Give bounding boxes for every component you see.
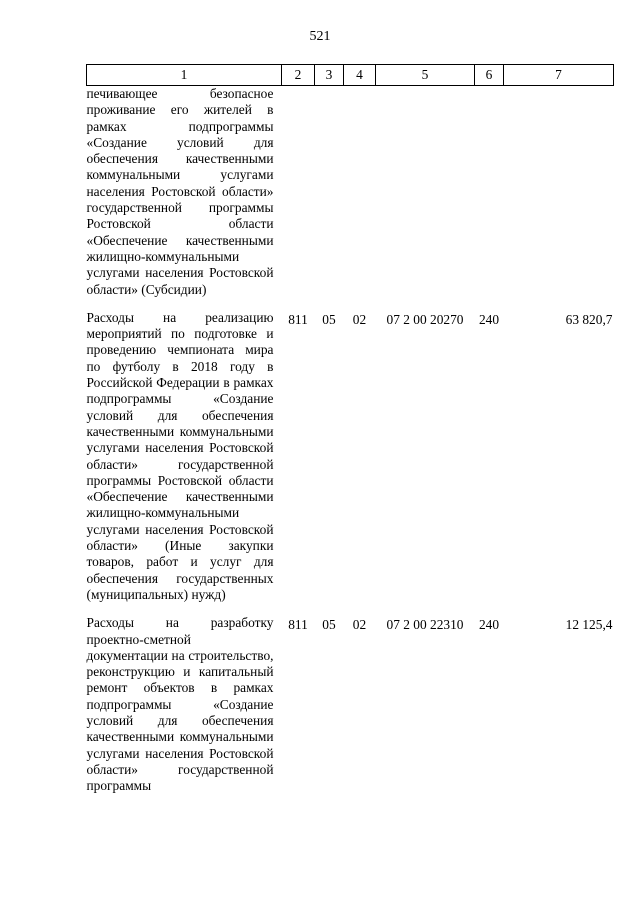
row-spacer: [87, 298, 614, 310]
table-row: [87, 310, 614, 603]
table-header-row: [87, 65, 614, 86]
header-col-5: 5: [376, 65, 475, 86]
row-description: печивающее безопасное проживание его жителей в рамках подпрограммы «Создание условий для обеспечения качественными коммунальными услугами населения Ростовской области» государственной программы Ростовской области «Обеспечение качественными жилищно-коммунальными услугами населения Ростовской области» (Субсидии): [86, 86, 274, 297]
row-description: Расходы на разработку проектно-сметной документации на строительство, реконструкцию и капитальный ремонт объектов в рамках подпрограммы «Создание условий для обеспечения качественными коммунальными услугами населения Ростовской области» государственной программы: [86, 615, 274, 794]
row-col-6: [475, 86, 504, 298]
header-col-1: 1: [87, 65, 282, 86]
row-col-2: [282, 86, 315, 298]
table-row: [87, 615, 614, 794]
table-row: [87, 86, 614, 298]
row-col-2: 811: [288, 617, 308, 633]
row-col-3: 05: [322, 311, 336, 327]
row-col-5: [376, 86, 475, 298]
row-col-3: [315, 86, 344, 298]
header-col-6: 6: [475, 65, 504, 86]
header-col-4: 4: [344, 65, 376, 86]
row-col-2: 811: [288, 311, 308, 327]
budget-table: [86, 64, 614, 794]
row-col-7: 63 820,7: [565, 311, 613, 327]
row-col-5: 07 2 00 22310: [386, 617, 464, 633]
row-col-6: 240: [478, 617, 500, 633]
row-col-7: [504, 86, 614, 298]
row-col-4: 02: [352, 617, 367, 633]
row-col-6: 240: [478, 311, 500, 327]
page-number: 521: [309, 29, 331, 44]
header-col-2: 2: [282, 65, 315, 86]
header-col-3: 3: [315, 65, 344, 86]
row-col-5: 07 2 00 20270: [386, 311, 464, 327]
row-col-3: 05: [322, 617, 336, 633]
row-spacer: [87, 603, 614, 615]
header-col-7: 7: [504, 65, 614, 86]
row-col-4: [344, 86, 376, 298]
row-col-7: 12 125,4: [565, 617, 613, 633]
row-col-4: 02: [352, 311, 367, 327]
row-description: Расходы на реализацию мероприятий по подготовке и проведению чемпионата мира по футболу в 2018 году в Российской Федерации в рамках подпрограммы «Создание условий для обеспечения качественными коммунальными услугами населения Ростовской области» государственной программы Ростовской области «Обеспечение качественными жилищно-коммунальными услугами населения Ростовской области» (Иные закупки товаров, работ и услуг для обеспечения государственных (муниципальных) нужд): [86, 309, 274, 602]
